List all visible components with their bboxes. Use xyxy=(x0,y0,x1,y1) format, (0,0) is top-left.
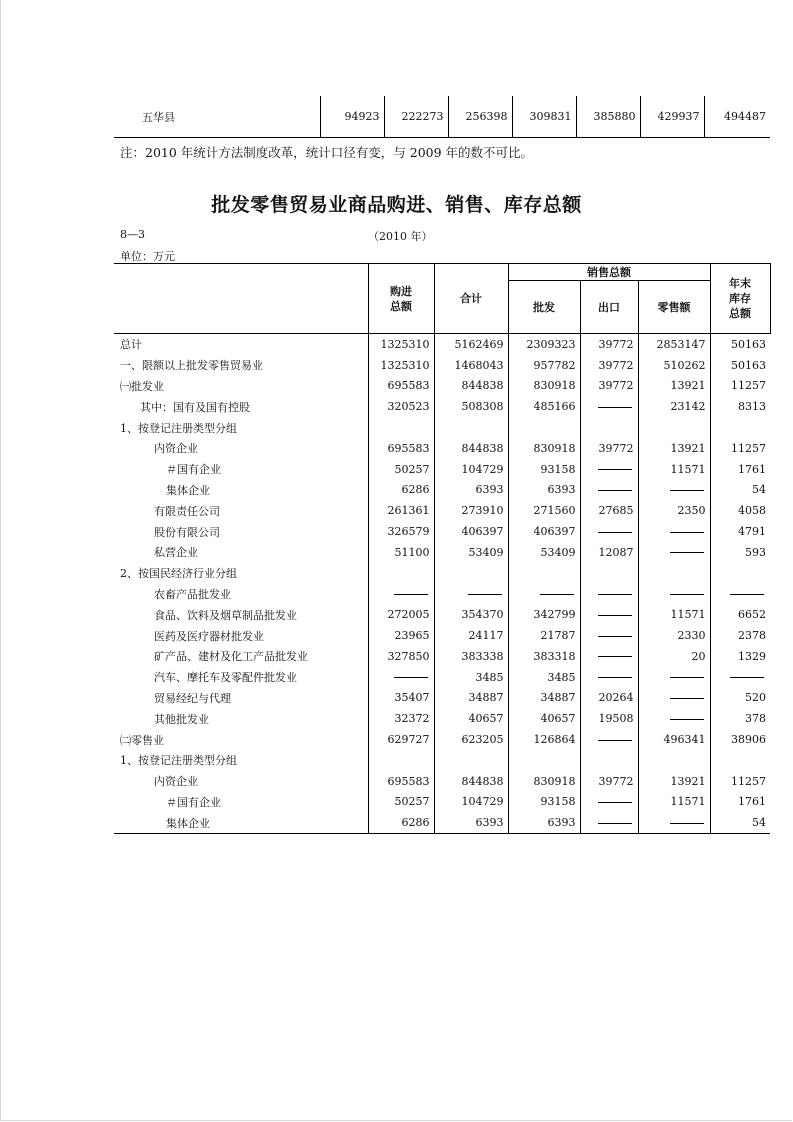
empty-dash xyxy=(670,532,704,533)
empty-dash xyxy=(670,823,704,824)
table-row xyxy=(114,688,770,709)
table-cell: 2378 xyxy=(710,625,770,646)
table-cell xyxy=(638,667,710,688)
table-cell: 261361 xyxy=(368,500,434,521)
table-cell xyxy=(368,667,434,688)
table-cell xyxy=(368,750,434,771)
table-cell xyxy=(434,750,508,771)
table-cell: 383338 xyxy=(434,646,508,667)
table-cell: 830918 xyxy=(508,771,580,792)
table-cell: 1325310 xyxy=(368,355,434,376)
header-export: 出口 xyxy=(580,281,638,334)
table-cell xyxy=(638,417,710,438)
table-row xyxy=(114,708,770,729)
table-cell: 104729 xyxy=(434,792,508,813)
table-cell xyxy=(638,563,710,584)
header-purchase-line1: 购进 xyxy=(390,284,412,298)
header-sales-total: 销售总额 xyxy=(508,264,710,281)
table-cell xyxy=(508,563,580,584)
table-cell: 13921 xyxy=(638,438,710,459)
header-inventory-line3: 总额 xyxy=(729,307,751,320)
table-cell: 695583 xyxy=(368,771,434,792)
table-cell: 1761 xyxy=(710,459,770,480)
row-label: 内资企业 xyxy=(154,775,198,789)
header-wholesale: 批发 xyxy=(508,281,580,334)
table-cell xyxy=(580,792,638,813)
table-cell: 1761 xyxy=(710,792,770,813)
empty-dash xyxy=(598,656,632,657)
table-cell xyxy=(508,750,580,771)
table-cell: 11257 xyxy=(710,438,770,459)
table-cell xyxy=(638,542,710,563)
table-cell: 1325310 xyxy=(368,334,434,355)
header-inventory xyxy=(710,264,770,334)
table-cell: 844838 xyxy=(434,376,508,397)
table-cell: 4058 xyxy=(710,500,770,521)
table-cell: 24117 xyxy=(434,625,508,646)
table-cell: 11571 xyxy=(638,459,710,480)
table-cell xyxy=(638,521,710,542)
cell: 256398 xyxy=(448,96,512,138)
row-label: 总计 xyxy=(120,338,142,352)
table-cell: 20264 xyxy=(580,688,638,709)
table-cell: 1468043 xyxy=(434,355,508,376)
row-label: 农畜产品批发业 xyxy=(154,587,231,601)
table-cell xyxy=(368,584,434,605)
row-label: ㈠批发业 xyxy=(120,379,164,393)
table-row xyxy=(114,459,770,480)
table-row xyxy=(114,480,770,501)
table-row xyxy=(114,750,770,771)
table-cell xyxy=(580,812,638,833)
empty-dash xyxy=(670,594,704,595)
empty-dash xyxy=(598,740,632,741)
table-row xyxy=(114,542,770,563)
empty-dash xyxy=(598,677,632,678)
row-label: 集体企业 xyxy=(114,812,368,833)
table-cell xyxy=(638,480,710,501)
table-cell: 39772 xyxy=(580,355,638,376)
table-cell: 2330 xyxy=(638,625,710,646)
row-label: 股份有限公司 xyxy=(154,525,220,539)
table-cell: 11571 xyxy=(638,792,710,813)
table-cell: 23142 xyxy=(638,396,710,417)
empty-dash xyxy=(598,636,632,637)
table-cell xyxy=(434,417,508,438)
header-corner xyxy=(114,264,368,334)
table-cell xyxy=(580,729,638,750)
table-cell: 844838 xyxy=(434,771,508,792)
table-cell: 957782 xyxy=(508,355,580,376)
table-cell xyxy=(638,812,710,833)
empty-dash xyxy=(670,490,704,491)
empty-dash xyxy=(598,594,632,595)
table-cell: 11257 xyxy=(710,376,770,397)
table-cell: 623205 xyxy=(434,729,508,750)
table-row xyxy=(114,417,770,438)
row-label: 五华县 xyxy=(114,96,320,138)
table-row xyxy=(114,376,770,397)
table-row xyxy=(114,771,770,792)
table-cell: 6393 xyxy=(434,812,508,833)
table-row xyxy=(114,334,770,355)
table-cell: 8313 xyxy=(710,396,770,417)
row-label: 集体企业 xyxy=(166,483,210,497)
empty-dash xyxy=(394,594,428,595)
row-label: 其中：国有及国有控股 xyxy=(140,400,250,414)
table-cell xyxy=(434,584,508,605)
table-cell: 34887 xyxy=(508,688,580,709)
page-title: 批发零售贸易业商品购进、销售、库存总额 xyxy=(211,194,582,216)
table-code: 8—3 xyxy=(120,228,145,241)
table-cell xyxy=(710,584,770,605)
row-label: 医药及医疗器材批发业 xyxy=(154,629,264,643)
row-label: 汽车、摩托车及零配件批发业 xyxy=(154,671,297,685)
table-cell: 54 xyxy=(710,480,770,501)
table-cell: 830918 xyxy=(508,438,580,459)
empty-dash xyxy=(730,594,764,595)
empty-dash xyxy=(670,552,704,553)
table-cell: 354370 xyxy=(434,604,508,625)
table-cell xyxy=(638,584,710,605)
table-cell: 406397 xyxy=(508,521,580,542)
table-cell: 327850 xyxy=(368,646,434,667)
empty-dash xyxy=(730,677,764,678)
header-inventory-line2: 库存 xyxy=(729,292,751,305)
table-cell xyxy=(580,521,638,542)
table-cell: 50163 xyxy=(710,355,770,376)
table-cell xyxy=(580,584,638,605)
table-cell: 6393 xyxy=(508,480,580,501)
table-cell: 11257 xyxy=(710,771,770,792)
table-row xyxy=(114,729,770,750)
table-cell: 54 xyxy=(710,812,770,833)
row-label: 2、按国民经济行业分组 xyxy=(120,567,237,581)
table-cell: 39772 xyxy=(580,438,638,459)
cell: 494487 xyxy=(704,96,770,138)
table-cell xyxy=(434,563,508,584)
table-cell: 496341 xyxy=(638,729,710,750)
empty-dash xyxy=(670,677,704,678)
table-unit: 单位：万元 xyxy=(120,250,175,263)
table-cell xyxy=(580,625,638,646)
row-label: ＃国有企业 xyxy=(166,795,221,809)
table-cell xyxy=(580,396,638,417)
row-label: 贸易经纪与代理 xyxy=(154,691,231,705)
table-cell: 406397 xyxy=(434,521,508,542)
row-label: 内资企业 xyxy=(154,442,198,456)
table-cell: 510262 xyxy=(638,355,710,376)
table-cell: 378 xyxy=(710,708,770,729)
table-cell: 53409 xyxy=(434,542,508,563)
table-cell: 2309323 xyxy=(508,334,580,355)
table-cell: 40657 xyxy=(508,708,580,729)
row-label: 矿产品、建材及化工产品批发业 xyxy=(154,650,308,664)
table-cell: 93158 xyxy=(508,792,580,813)
table-row xyxy=(114,667,770,688)
table-cell: 6652 xyxy=(710,604,770,625)
empty-dash xyxy=(598,802,632,803)
table-cell: 6393 xyxy=(508,812,580,833)
table-row xyxy=(114,584,770,605)
table-cell: 520 xyxy=(710,688,770,709)
empty-dash xyxy=(598,407,632,408)
table-row xyxy=(114,355,770,376)
table-cell: 39772 xyxy=(580,771,638,792)
table-cell: 6286 xyxy=(368,480,434,501)
table-cell: 3485 xyxy=(508,667,580,688)
table-cell: 5162469 xyxy=(434,334,508,355)
table-cell xyxy=(580,417,638,438)
table-body xyxy=(114,334,770,834)
table-cell: 272005 xyxy=(368,604,434,625)
table-cell: 51100 xyxy=(368,542,434,563)
table-cell: 27685 xyxy=(580,500,638,521)
cell: 309831 xyxy=(512,96,576,138)
table-cell: 695583 xyxy=(368,376,434,397)
table-cell: 6286 xyxy=(368,812,434,833)
table-cell xyxy=(580,563,638,584)
empty-dash xyxy=(598,469,632,470)
table-cell: 2350 xyxy=(638,500,710,521)
cell: 429937 xyxy=(640,96,704,138)
table-cell: 271560 xyxy=(508,500,580,521)
main-table xyxy=(114,263,771,834)
table-cell xyxy=(580,667,638,688)
table-cell: 1329 xyxy=(710,646,770,667)
table-cell: 593 xyxy=(710,542,770,563)
table-cell: 53409 xyxy=(508,542,580,563)
table-cell: 126864 xyxy=(508,729,580,750)
table-cell: 629727 xyxy=(368,729,434,750)
header-purchase xyxy=(368,264,434,334)
table-row xyxy=(114,521,770,542)
cell: 222273 xyxy=(384,96,448,138)
table-cell xyxy=(710,563,770,584)
table-cell: 326579 xyxy=(368,521,434,542)
table-cell: 485166 xyxy=(508,396,580,417)
table-cell xyxy=(580,480,638,501)
row-label: 1、按登记注册类型分组 xyxy=(120,421,237,435)
table-cell: 39772 xyxy=(580,376,638,397)
table-cell: 32372 xyxy=(368,708,434,729)
header-total: 合计 xyxy=(434,264,508,334)
table-cell: 20 xyxy=(638,646,710,667)
table-cell xyxy=(580,459,638,480)
table-row xyxy=(114,604,770,625)
table-cell: 23965 xyxy=(368,625,434,646)
table-cell xyxy=(638,750,710,771)
table-cell: 104729 xyxy=(434,459,508,480)
empty-dash xyxy=(670,698,704,699)
empty-dash xyxy=(540,594,574,595)
header-retail: 零售额 xyxy=(638,281,710,334)
row-label: 一、限额以上批发零售贸易业 xyxy=(120,359,263,373)
table-cell: 3485 xyxy=(434,667,508,688)
table-cell: 342799 xyxy=(508,604,580,625)
row-label: ㈡零售业 xyxy=(120,733,164,747)
table-row xyxy=(114,500,770,521)
cell: 385880 xyxy=(576,96,640,138)
table-cell: 13921 xyxy=(638,376,710,397)
table-cell xyxy=(580,750,638,771)
table-cell: 320523 xyxy=(368,396,434,417)
previous-table-last-row xyxy=(114,96,770,138)
table-cell xyxy=(580,646,638,667)
table-cell: 35407 xyxy=(368,688,434,709)
table-cell xyxy=(638,708,710,729)
table-cell xyxy=(638,688,710,709)
table-cell xyxy=(710,667,770,688)
table-cell: 383318 xyxy=(508,646,580,667)
table-cell: 2853147 xyxy=(638,334,710,355)
table-row xyxy=(114,792,770,813)
empty-dash xyxy=(598,823,632,824)
table-row xyxy=(114,396,770,417)
table-note: 注：2010 年统计方法制度改革，统计口径有变，与 2009 年的数不可比。 xyxy=(120,145,534,160)
empty-dash xyxy=(468,594,502,595)
header-purchase-line2: 总额 xyxy=(390,299,412,313)
table-row xyxy=(114,96,770,138)
table-cell: 273910 xyxy=(434,500,508,521)
table-cell: 50163 xyxy=(710,334,770,355)
table-row xyxy=(114,438,770,459)
table-cell xyxy=(580,604,638,625)
table-cell: 12087 xyxy=(580,542,638,563)
table-cell: 6393 xyxy=(434,480,508,501)
empty-dash xyxy=(598,490,632,491)
header-row xyxy=(114,264,770,281)
table-year: （2010 年） xyxy=(368,230,433,243)
table-cell: 21787 xyxy=(508,625,580,646)
table-row xyxy=(114,646,770,667)
table-cell: 50257 xyxy=(368,459,434,480)
header-inventory-line1: 年末 xyxy=(729,277,751,290)
table-cell: 93158 xyxy=(508,459,580,480)
table-cell xyxy=(368,417,434,438)
table-cell: 4791 xyxy=(710,521,770,542)
table-cell: 19508 xyxy=(580,708,638,729)
table-cell: 38906 xyxy=(710,729,770,750)
table-cell: 844838 xyxy=(434,438,508,459)
row-label: 1、按登记注册类型分组 xyxy=(120,754,237,768)
cell: 94923 xyxy=(320,96,384,138)
row-label: 其他批发业 xyxy=(154,712,209,726)
table-cell: 508308 xyxy=(434,396,508,417)
row-label: ＃国有企业 xyxy=(166,463,221,477)
table-cell: 39772 xyxy=(580,334,638,355)
table-row xyxy=(114,625,770,646)
empty-dash xyxy=(598,532,632,533)
table-cell xyxy=(508,417,580,438)
table-cell xyxy=(368,563,434,584)
table-cell: 11571 xyxy=(638,604,710,625)
table-cell xyxy=(508,584,580,605)
table-cell: 40657 xyxy=(434,708,508,729)
table-cell: 695583 xyxy=(368,438,434,459)
table-cell xyxy=(710,417,770,438)
empty-dash xyxy=(394,677,428,678)
table-row xyxy=(114,812,770,833)
table-cell: 13921 xyxy=(638,771,710,792)
row-label: 有限责任公司 xyxy=(154,504,220,518)
empty-dash xyxy=(598,615,632,616)
table-cell: 830918 xyxy=(508,376,580,397)
table-row xyxy=(114,563,770,584)
row-label: 私营企业 xyxy=(154,546,198,560)
table-cell: 34887 xyxy=(434,688,508,709)
empty-dash xyxy=(670,719,704,720)
table-cell xyxy=(710,750,770,771)
table-cell: 50257 xyxy=(368,792,434,813)
row-label: 食品、饮料及烟草制品批发业 xyxy=(154,608,297,622)
